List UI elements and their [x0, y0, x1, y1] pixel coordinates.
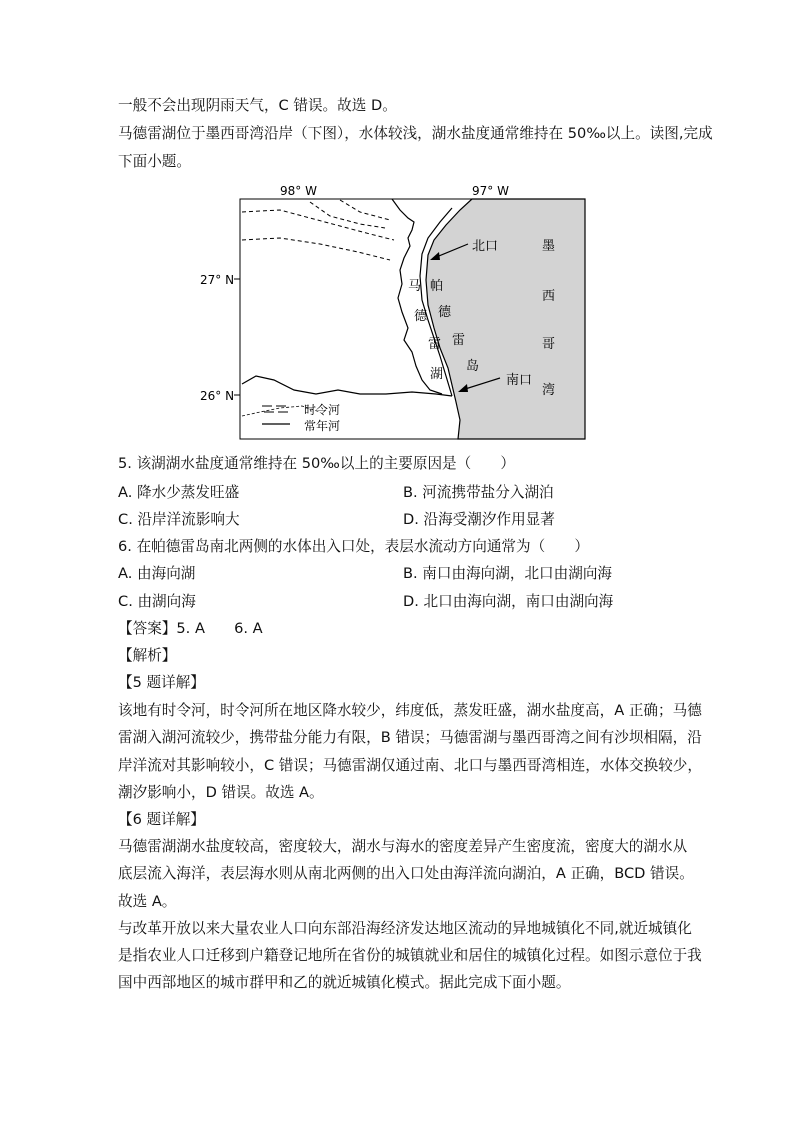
text-line: 马德雷湖位于墨西哥湾沿岸（下图），水体较浅，湖水盐度通常维持在 50‰以上。读图,完成 — [118, 125, 713, 142]
intro-2-line: 是指农业人口迁移到户籍登记地所在省份的城镇就业和居住的城镇化过程。如图示意位于我 — [118, 947, 702, 964]
gulf-label-char: 哥 — [542, 337, 556, 352]
laguna-madre-map — [190, 180, 590, 442]
island-label-char: 德 — [438, 305, 452, 320]
q5-option-d: D. 沿海受潮汐作用显著 — [403, 511, 555, 528]
lake-label-char: 马 — [408, 279, 422, 294]
q5-option-b: B. 河流携带盐分入湖泊 — [403, 484, 554, 501]
detail-5-label: 【5 题详解】 — [118, 674, 205, 691]
detail-5-line: 该地有时令河，时令河所在地区降水较少，纬度低，蒸发旺盛，湖水盐度高，A 正确；马德 — [118, 702, 702, 719]
text-line: 下面小题。 — [118, 153, 191, 170]
gulf-label-char: 墨 — [542, 239, 556, 254]
south-inlet-label: 南口 — [506, 373, 533, 388]
detail-6-line: 马德雷湖湖水盐度较高，密度较大，湖水与海水的密度差异产生密度流，密度大的湖水从 — [118, 838, 688, 855]
answer-line: 【答案】5. A 6. A — [118, 620, 263, 637]
island-label-char: 帕 — [430, 279, 444, 294]
lon-label-98w: 98° W — [280, 184, 317, 198]
detail-5-line: 雷湖入湖河流较少，携带盐分能力有限，B 错误；马德雷湖与墨西哥湾之间有沙坝相隔，沿 — [118, 729, 702, 746]
detail-5-line: 潮汐影响小，D 错误。故选 A。 — [118, 784, 324, 801]
intro-2-line: 国中西部地区的城市群甲和乙的就近城镇化模式。据此完成下面小题。 — [118, 974, 571, 991]
q6-option-b: B. 南口由海向湖，北口由湖向海 — [403, 565, 613, 582]
gulf-label-char: 西 — [542, 289, 556, 304]
detail-6-line: 底层流入海洋，表层海水则从南北两侧的出入口处由海洋流向湖泊，A 正确，BCD 错误。 — [118, 865, 694, 882]
legend-seasonal-label: 时令河 — [304, 403, 341, 417]
q6-option-c: C. 由湖向海 — [118, 593, 196, 610]
detail-6-line: 故选 A。 — [118, 893, 177, 910]
island-label-char: 雷 — [452, 333, 466, 348]
q6-option-a: A. 由海向湖 — [118, 565, 196, 582]
analysis-label: 【解析】 — [118, 647, 177, 664]
text-line: 一般不会出现阴雨天气，C 错误。故选 D。 — [118, 97, 397, 114]
detail-6-label: 【6 题详解】 — [118, 811, 205, 828]
gulf-label-char: 湾 — [542, 383, 556, 398]
north-inlet-label: 北口 — [472, 239, 499, 254]
q6-option-d: D. 北口由海向湖，南口由湖向海 — [403, 593, 614, 610]
lat-label-27n: 27° N — [200, 273, 235, 287]
q5-option-a: A. 降水少蒸发旺盛 — [118, 484, 240, 501]
lat-label-26n: 26° N — [200, 389, 235, 403]
intro-2-line: 与改革开放以来大量农业人口向东部沿海经济发达地区流动的异地城镇化不同,就近城镇化 — [118, 920, 692, 937]
lake-label-char: 德 — [414, 309, 428, 324]
q5-option-c: C. 沿岸洋流影响大 — [118, 511, 240, 528]
island-label-char: 岛 — [466, 359, 480, 374]
detail-5-line: 岸洋流对其影响较小，C 错误；马德雷湖仅通过南、北口与墨西哥湾相连，水体交换较少， — [118, 757, 702, 774]
question-5-stem: 5. 该湖湖水盐度通常维持在 50‰以上的主要原因是（ ） — [118, 455, 516, 472]
legend-perennial-label: 常年河 — [304, 419, 341, 433]
lake-label-char: 雷 — [428, 337, 442, 352]
lake-label-char: 湖 — [430, 367, 444, 382]
lon-label-97w: 97° W — [472, 184, 509, 198]
question-6-stem: 6. 在帕德雷岛南北两侧的水体出入口处，表层水流动方向通常为（ ） — [118, 538, 589, 555]
